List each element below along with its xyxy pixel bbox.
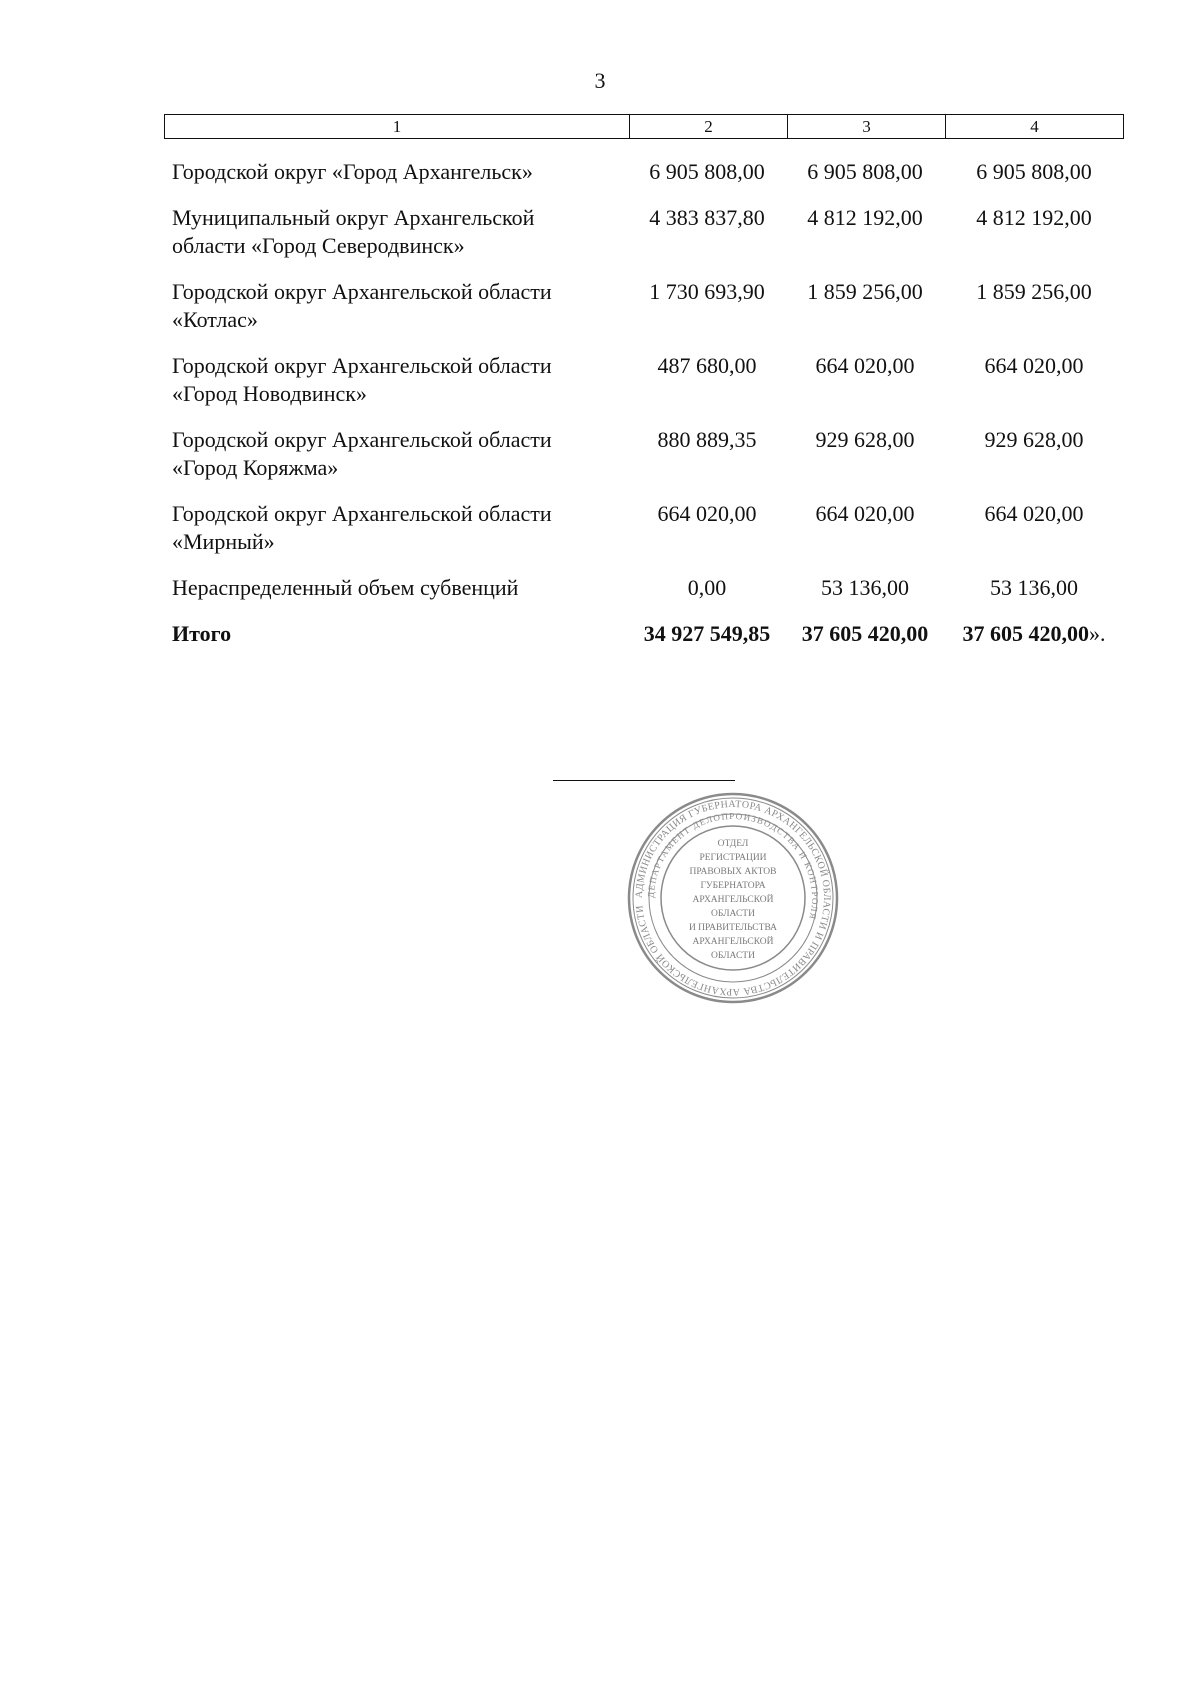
total-value-col-4-number: 37 605 420,00 xyxy=(962,621,1089,646)
stamp-center-text xyxy=(689,839,777,961)
row-value-col-4: 664 020,00 xyxy=(984,353,1084,378)
stamp-center-line: АРХАНГЕЛЬСКОЙ xyxy=(692,895,774,905)
stamp-center-line: И ПРАВИТЕЛЬСТВА xyxy=(688,923,778,933)
stamp-center-line: ОТДЕЛ xyxy=(717,839,749,849)
row-value-col-4: 53 136,00 xyxy=(990,575,1078,600)
row-value-col-2: 6 905 808,00 xyxy=(649,159,765,184)
row-value-col-2: 880 889,35 xyxy=(657,427,757,452)
stamp-inner-ring-text-path: ДЕПАРТАМЕНТ ДЕЛОПРОИЗВОДСТВА И КОНТРОЛЯ xyxy=(645,810,821,922)
row-name: Муниципальный округ Архангельской области «Город Северодвинск» xyxy=(172,205,535,258)
row-value-col-2: 487 680,00 xyxy=(657,353,757,378)
stamp-center-line: ПРАВОВЫХ АКТОВ xyxy=(689,867,777,877)
page-number: 3 xyxy=(594,68,606,93)
total-value-col-4 xyxy=(944,620,1124,648)
table-header-col-2: 2 xyxy=(629,115,787,138)
row-value-col-3: 664 020,00 xyxy=(815,501,915,526)
row-value-col-4: 6 905 808,00 xyxy=(976,159,1092,184)
stamp-ring-text-path: АДМИНИСТРАЦИЯ ГУБЕРНАТОРА АРХАНГЕЛЬСКОЙ ОБЛАСТИ И ПРАВИТЕЛЬСТВА АРХАНГЕЛЬСКОЙ ОБЛАСТИ xyxy=(633,798,833,998)
table-header-col-1: 1 xyxy=(392,116,402,136)
row-value-col-2: 4 383 837,80 xyxy=(649,205,765,230)
row-name: Городской округ Архангельской области «Город Новодвинск» xyxy=(172,353,552,406)
row-value-col-4: 929 628,00 xyxy=(984,427,1084,452)
row-value-col-3: 6 905 808,00 xyxy=(807,159,923,184)
stamp-center-line: РЕГИСТРАЦИИ xyxy=(699,853,767,863)
row-value-col-2: 664 020,00 xyxy=(657,501,757,526)
row-name: Городской округ Архангельской области «Котлас» xyxy=(172,279,552,332)
closing-quote-suffix: ». xyxy=(1089,621,1106,646)
row-name: Городской округ Архангельской области «Город Коряжма» xyxy=(172,427,552,480)
row-value-col-4: 664 020,00 xyxy=(984,501,1084,526)
row-value-col-3: 664 020,00 xyxy=(815,353,915,378)
table-header-col-3: 3 xyxy=(787,115,945,138)
row-name: Нераспределенный объем субвенций xyxy=(172,575,519,600)
table-header-row xyxy=(164,114,1124,139)
official-stamp-seal xyxy=(625,790,841,1006)
row-value-col-4: 4 812 192,00 xyxy=(976,205,1092,230)
row-value-col-2: 1 730 693,90 xyxy=(649,279,765,304)
total-value-col-3: 37 605 420,00 xyxy=(801,621,929,646)
row-value-col-4: 1 859 256,00 xyxy=(976,279,1092,304)
row-value-col-3: 1 859 256,00 xyxy=(807,279,923,304)
row-value-col-2: 0,00 xyxy=(687,575,727,600)
total-label: Итого xyxy=(172,621,232,646)
stamp-center-line: ОБЛАСТИ xyxy=(711,951,755,961)
row-value-col-3: 53 136,00 xyxy=(821,575,909,600)
row-value-col-3: 929 628,00 xyxy=(815,427,915,452)
signature-line xyxy=(553,780,735,781)
stamp-center-line: ГУБЕРНАТОРА xyxy=(700,881,766,891)
table-header-col-4: 4 xyxy=(945,115,1123,138)
row-name: Городской округ Архангельской области «Мирный» xyxy=(172,501,552,554)
stamp-center-line: ОБЛАСТИ xyxy=(711,909,755,919)
row-name: Городской округ «Город Архангельск» xyxy=(172,159,533,184)
total-value-col-2: 34 927 549,85 xyxy=(643,621,771,646)
stamp-center-line: АРХАНГЕЛЬСКОЙ xyxy=(692,937,774,947)
row-value-col-3: 4 812 192,00 xyxy=(807,205,923,230)
